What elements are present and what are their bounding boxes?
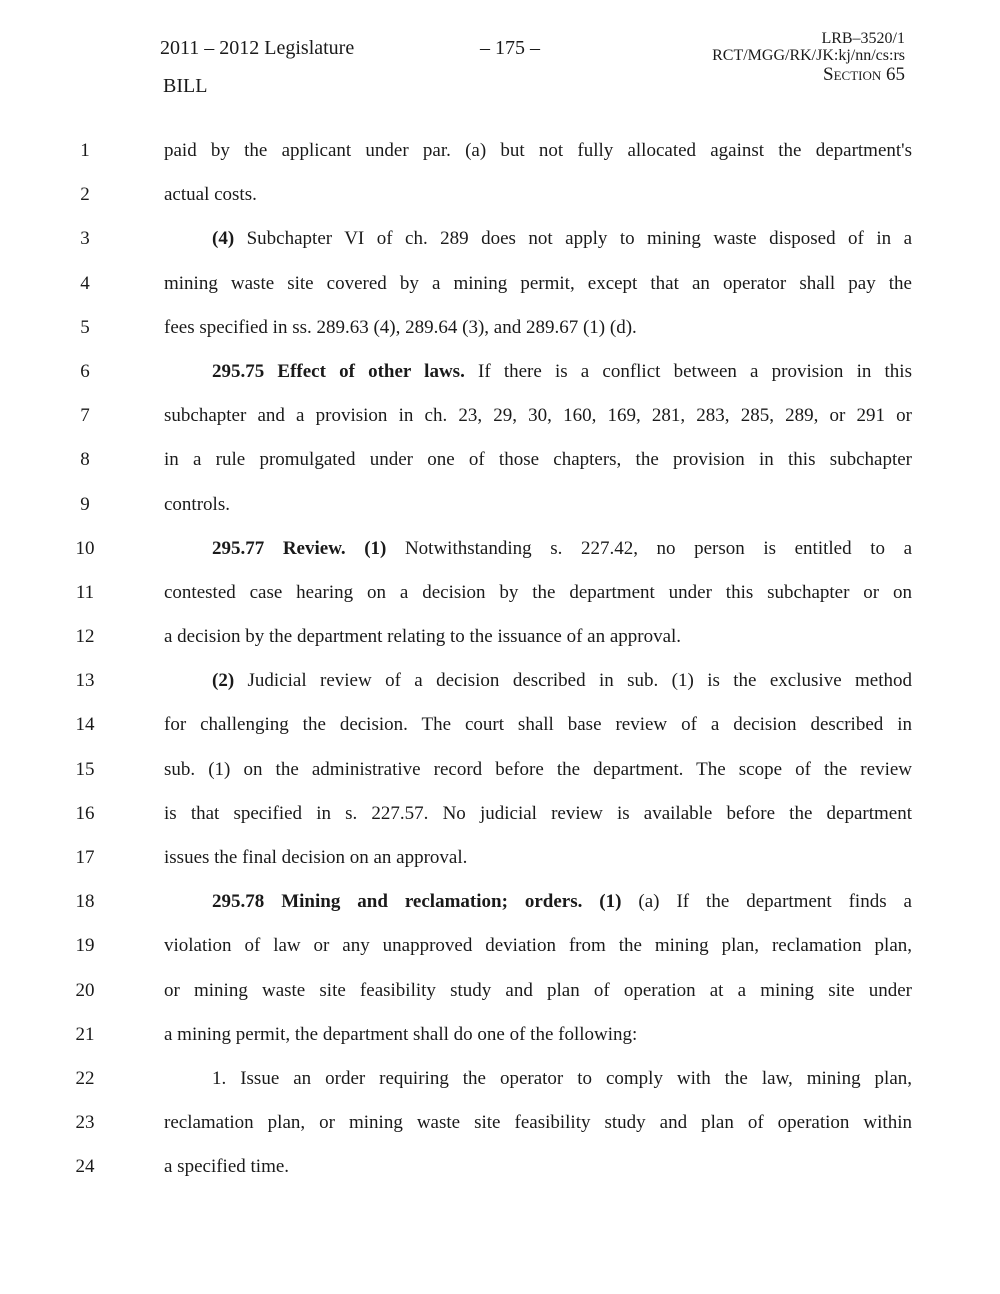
- line-number: 15: [75, 758, 95, 780]
- line-text-body: Judicial review of a decision described in sub. (1) is the exclusive method: [234, 670, 912, 692]
- section-heading: 295.77 Review. (1): [212, 537, 387, 559]
- text-line: [0, 1065, 1000, 1109]
- bill-body: [0, 137, 1000, 1198]
- text-line: [0, 491, 1000, 535]
- text-line: [0, 579, 1000, 623]
- line-number: 22: [75, 1067, 95, 1089]
- line-text-body: Notwithstanding s. 227.42, no person is entitled to a: [386, 537, 912, 559]
- line-number: 9: [80, 493, 90, 515]
- line-text: issues the final decision on an approval.: [164, 847, 468, 868]
- line-number: 3: [80, 228, 90, 250]
- doc-type-label: BILL: [163, 75, 208, 97]
- text-line: [0, 977, 1000, 1021]
- line-text: [164, 670, 912, 692]
- line-text: sub. (1) on the administrative record before the department. The scope of the review: [164, 758, 912, 780]
- line-number: 7: [80, 405, 90, 427]
- line-number: 24: [75, 1156, 95, 1178]
- text-line: [0, 756, 1000, 800]
- line-text: [164, 538, 912, 560]
- subsection-number: (2): [212, 670, 235, 692]
- line-text: contested case hearing on a decision by the department under this subchapter or on: [164, 581, 912, 603]
- text-line: [0, 800, 1000, 844]
- line-number: 23: [75, 1112, 95, 1134]
- line-text: a specified time.: [164, 1156, 290, 1178]
- text-line: [0, 446, 1000, 490]
- line-text-body: If there is a conflict between a provision in this: [464, 360, 912, 382]
- text-line: [0, 623, 1000, 667]
- text-line: [0, 844, 1000, 888]
- text-line: [0, 137, 1000, 181]
- line-text: a decision by the department relating to the issuance of an approval.: [164, 626, 682, 648]
- line-number: 4: [80, 272, 90, 294]
- line-text: fees specified in ss. 289.63 (4), 289.64 (3), and 289.67 (1) (d).: [164, 316, 637, 338]
- line-text: paid by the applicant under par. (a) but not fully allocated against the department's: [164, 140, 912, 161]
- line-text: mining waste site covered by a mining permit, except that an operator shall pay the: [164, 272, 912, 294]
- line-text: for challenging the decision. The court shall base review of a decision described in: [164, 714, 912, 736]
- line-number: 5: [80, 316, 90, 338]
- line-number: 10: [75, 537, 95, 559]
- text-line: [0, 225, 1000, 269]
- line-text: [164, 891, 912, 913]
- line-number: 16: [75, 802, 95, 824]
- line-text-body: Subchapter VI of ch. 289 does not apply to mining waste disposed of in a: [234, 228, 912, 250]
- text-line: [0, 1153, 1000, 1197]
- line-number: 17: [75, 847, 95, 868]
- text-line: [0, 1109, 1000, 1153]
- line-number: 6: [80, 360, 90, 382]
- line-text-body: (a) If the department finds a: [621, 891, 912, 913]
- page-number: – 175 –: [480, 37, 540, 59]
- line-text: or mining waste site feasibility study and plan of operation at a mining site under: [164, 979, 912, 1001]
- line-number: 21: [75, 1023, 95, 1045]
- line-text: is that specified in s. 227.57. No judicial review is available before the department: [164, 802, 912, 824]
- lrb-number: LRB–3520/1: [821, 30, 905, 47]
- line-number: 20: [75, 979, 95, 1001]
- line-number: 13: [75, 670, 95, 692]
- line-text: violation of law or any unapproved deviation from the mining plan, reclamation plan,: [164, 935, 912, 957]
- text-line: [0, 667, 1000, 711]
- line-number: 1: [80, 140, 90, 161]
- section-heading: 295.78 Mining and reclamation; orders. (1): [212, 891, 622, 913]
- text-line: [0, 314, 1000, 358]
- text-line: [0, 932, 1000, 976]
- line-text: [164, 361, 912, 383]
- section-label: Section 65: [823, 64, 905, 85]
- text-line: [0, 270, 1000, 314]
- line-text: in a rule promulgated under one of those chapters, the provision in this subchapter: [164, 449, 912, 471]
- line-number: 11: [75, 581, 95, 603]
- text-line: [0, 711, 1000, 755]
- subsection-number: (4): [212, 228, 235, 250]
- text-line: [0, 888, 1000, 932]
- line-number: 2: [80, 184, 90, 206]
- section-heading: 295.75 Effect of other laws.: [212, 360, 465, 382]
- line-text: 1. Issue an order requiring the operator to comply with the law, mining plan,: [212, 1067, 912, 1089]
- line-text: reclamation plan, or mining waste site feasibility study and plan of operation within: [164, 1112, 912, 1134]
- text-line: [0, 181, 1000, 225]
- line-text: [164, 228, 912, 250]
- line-number: 19: [75, 935, 95, 957]
- header-reference: [712, 30, 905, 86]
- text-line: [0, 402, 1000, 446]
- line-number: 12: [75, 626, 95, 648]
- line-number: 8: [80, 449, 90, 471]
- text-line: [0, 535, 1000, 579]
- line-number: 18: [75, 891, 95, 913]
- legislature-label: 2011 – 2012 Legislature: [160, 37, 355, 59]
- line-text: controls.: [164, 493, 230, 515]
- line-text: subchapter and a provision in ch. 23, 29, 30, 160, 169, 281, 283, 285, 289, or 291 or: [164, 405, 912, 427]
- text-line: [0, 1021, 1000, 1065]
- drafter-codes: RCT/MGG/RK/JK:kj/nn/cs:rs: [712, 47, 905, 64]
- line-text: a mining permit, the department shall do one of the following:: [164, 1023, 638, 1045]
- line-number: 14: [75, 714, 95, 736]
- text-line: [0, 358, 1000, 402]
- line-text: actual costs.: [164, 184, 257, 206]
